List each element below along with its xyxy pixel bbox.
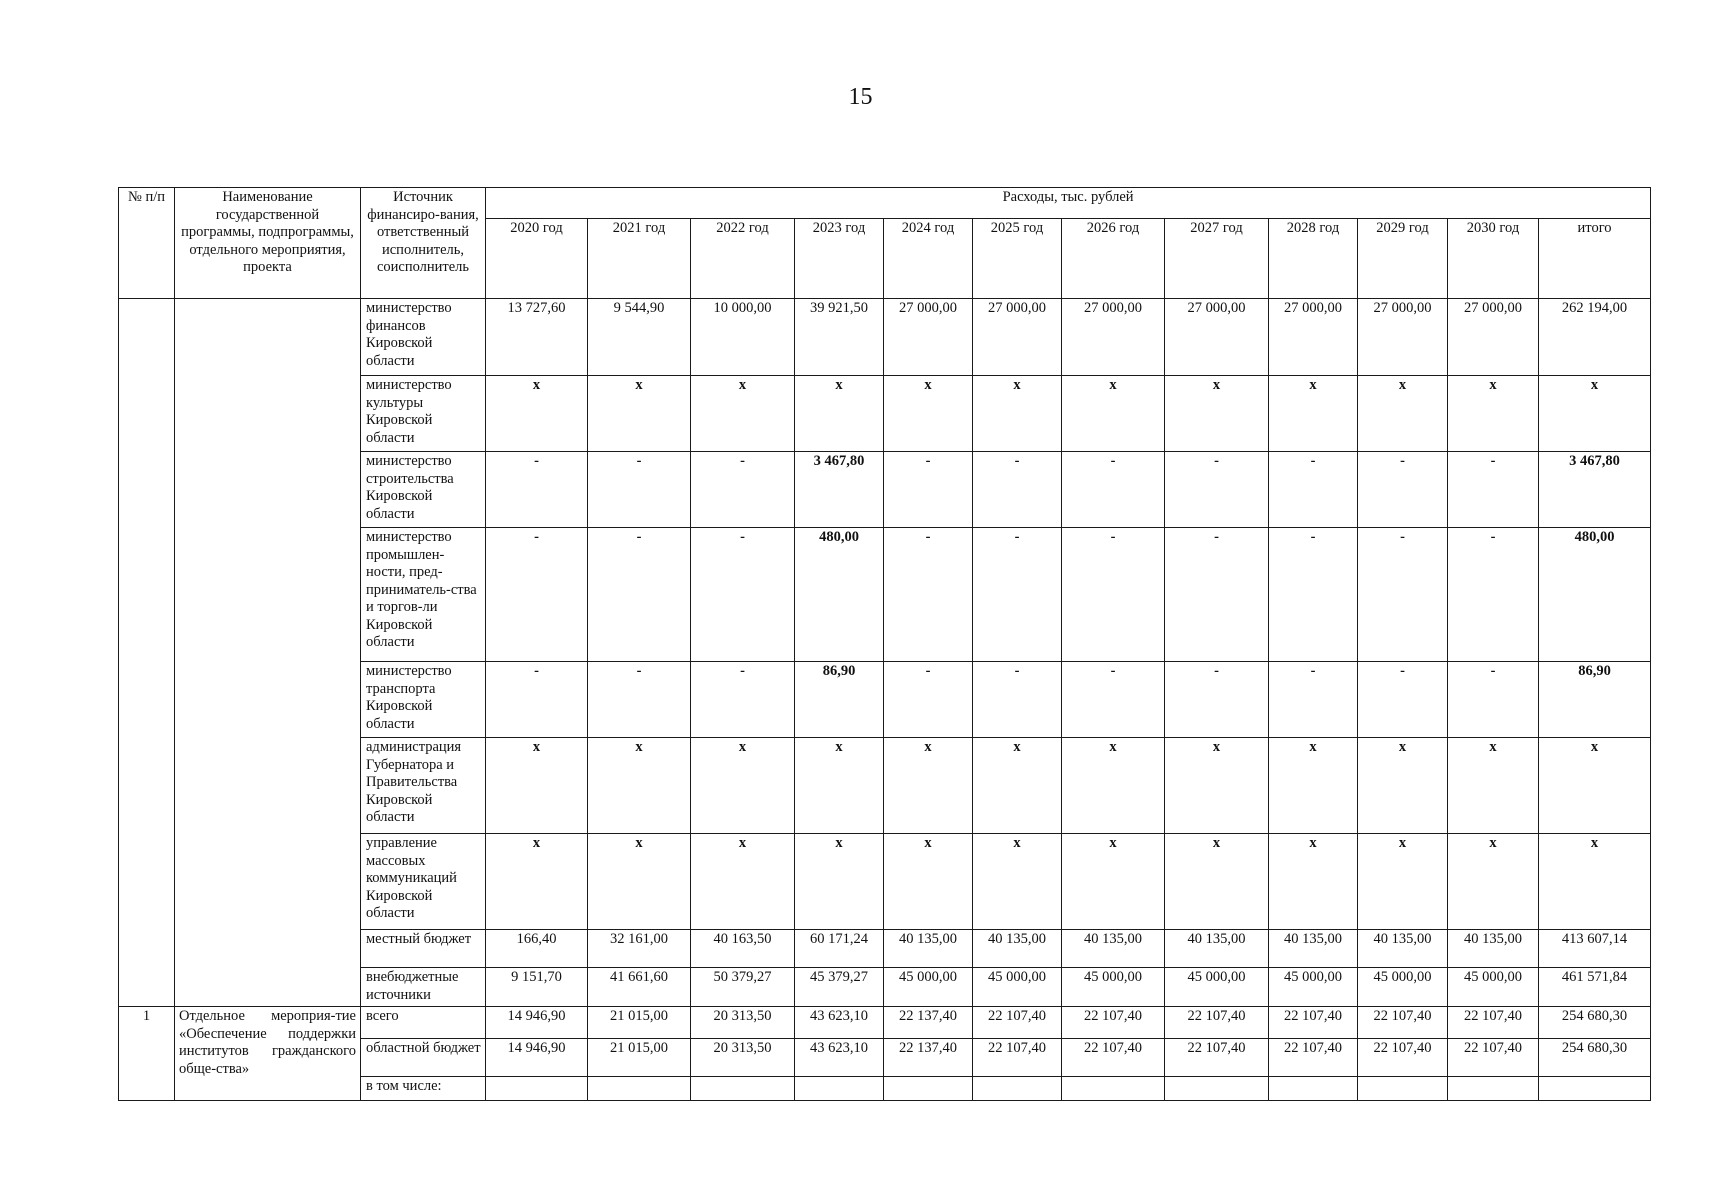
value-cell: 27 000,00 bbox=[1358, 299, 1448, 376]
value-cell: - bbox=[1269, 662, 1358, 738]
source-cell: министерство строительства Кировской области bbox=[361, 452, 486, 528]
value-cell: х bbox=[884, 834, 973, 930]
value-cell: 39 921,50 bbox=[795, 299, 884, 376]
value-cell: х bbox=[973, 738, 1062, 834]
value-cell: 22 107,40 bbox=[1269, 1039, 1358, 1077]
value-cell bbox=[1165, 1077, 1269, 1101]
source-cell: областной бюджет bbox=[361, 1039, 486, 1077]
value-cell: - bbox=[1062, 452, 1165, 528]
header-year: 2029 год bbox=[1358, 219, 1448, 299]
value-cell: 27 000,00 bbox=[1448, 299, 1539, 376]
value-cell: 43 623,10 bbox=[795, 1007, 884, 1039]
value-cell: х bbox=[486, 738, 588, 834]
source-cell: всего bbox=[361, 1007, 486, 1039]
value-cell: - bbox=[1269, 452, 1358, 528]
value-cell: х bbox=[973, 376, 1062, 452]
value-cell: х bbox=[1062, 834, 1165, 930]
value-cell bbox=[1539, 1077, 1651, 1101]
value-cell: х bbox=[1539, 834, 1651, 930]
value-cell: 43 623,10 bbox=[795, 1039, 884, 1077]
header-year: 2023 год bbox=[795, 219, 884, 299]
value-cell: 3 467,80 bbox=[1539, 452, 1651, 528]
header-year: 2021 год bbox=[588, 219, 691, 299]
value-cell: х bbox=[486, 376, 588, 452]
value-cell: х bbox=[1269, 834, 1358, 930]
header-year: 2024 год bbox=[884, 219, 973, 299]
value-cell: 22 107,40 bbox=[1358, 1039, 1448, 1077]
value-cell: х bbox=[1448, 834, 1539, 930]
header-row-1 bbox=[119, 188, 1651, 219]
header-no: № п/п bbox=[119, 188, 175, 299]
source-cell: управление массовых коммуникаций Кировской области bbox=[361, 834, 486, 930]
value-cell: 86,90 bbox=[1539, 662, 1651, 738]
value-cell: х bbox=[795, 738, 884, 834]
header-year: 2030 год bbox=[1448, 219, 1539, 299]
value-cell: х bbox=[973, 834, 1062, 930]
value-cell bbox=[1448, 1077, 1539, 1101]
value-cell: 50 379,27 bbox=[691, 968, 795, 1007]
value-cell: х bbox=[486, 834, 588, 930]
value-cell: 45 000,00 bbox=[1358, 968, 1448, 1007]
value-cell: х bbox=[1358, 376, 1448, 452]
value-cell: 22 137,40 bbox=[884, 1039, 973, 1077]
header-expenses: Расходы, тыс. рублей bbox=[486, 188, 1651, 219]
header-year: 2022 год bbox=[691, 219, 795, 299]
value-cell: 22 107,40 bbox=[1269, 1007, 1358, 1039]
value-cell bbox=[795, 1077, 884, 1101]
value-cell: 27 000,00 bbox=[973, 299, 1062, 376]
value-cell: х bbox=[588, 834, 691, 930]
value-cell: 20 313,50 bbox=[691, 1007, 795, 1039]
value-cell: 413 607,14 bbox=[1539, 930, 1651, 968]
table-row bbox=[119, 299, 1651, 376]
program-name-cell bbox=[175, 299, 361, 1007]
value-cell: 461 571,84 bbox=[1539, 968, 1651, 1007]
value-cell: - bbox=[691, 528, 795, 662]
budget-table bbox=[118, 187, 1651, 1101]
value-cell: 9 151,70 bbox=[486, 968, 588, 1007]
value-cell: - bbox=[691, 662, 795, 738]
value-cell: 22 107,40 bbox=[1448, 1039, 1539, 1077]
header-year: 2025 год bbox=[973, 219, 1062, 299]
value-cell: х bbox=[1062, 376, 1165, 452]
measure-number: 1 bbox=[119, 1007, 175, 1101]
value-cell: 9 544,90 bbox=[588, 299, 691, 376]
value-cell: 40 135,00 bbox=[884, 930, 973, 968]
value-cell: - bbox=[486, 452, 588, 528]
value-cell bbox=[973, 1077, 1062, 1101]
value-cell: - bbox=[1062, 662, 1165, 738]
value-cell: - bbox=[486, 662, 588, 738]
value-cell: - bbox=[486, 528, 588, 662]
value-cell: 22 107,40 bbox=[1358, 1007, 1448, 1039]
value-cell: х bbox=[691, 834, 795, 930]
value-cell bbox=[1062, 1077, 1165, 1101]
value-cell: 21 015,00 bbox=[588, 1007, 691, 1039]
value-cell: х bbox=[1539, 376, 1651, 452]
source-cell: администрация Губернатора и Правительства Кировской области bbox=[361, 738, 486, 834]
value-cell: - bbox=[1062, 528, 1165, 662]
value-cell: - bbox=[1358, 452, 1448, 528]
value-cell: х bbox=[1448, 376, 1539, 452]
value-cell: 27 000,00 bbox=[884, 299, 973, 376]
header-year: 2026 год bbox=[1062, 219, 1165, 299]
value-cell: х bbox=[1165, 376, 1269, 452]
value-cell: - bbox=[588, 452, 691, 528]
value-cell: 21 015,00 bbox=[588, 1039, 691, 1077]
value-cell: 27 000,00 bbox=[1165, 299, 1269, 376]
value-cell: - bbox=[973, 452, 1062, 528]
source-cell: министерство транспорта Кировской области bbox=[361, 662, 486, 738]
value-cell: - bbox=[1448, 528, 1539, 662]
value-cell: - bbox=[1448, 452, 1539, 528]
value-cell bbox=[884, 1077, 973, 1101]
value-cell: 262 194,00 bbox=[1539, 299, 1651, 376]
value-cell: х bbox=[691, 738, 795, 834]
value-cell: - bbox=[588, 662, 691, 738]
header-year: 2027 год bbox=[1165, 219, 1269, 299]
value-cell: 22 107,40 bbox=[1165, 1039, 1269, 1077]
value-cell: 14 946,90 bbox=[486, 1007, 588, 1039]
source-cell: в том числе: bbox=[361, 1077, 486, 1101]
source-cell: местный бюджет bbox=[361, 930, 486, 968]
value-cell: 20 313,50 bbox=[691, 1039, 795, 1077]
source-cell: министерство промышлен-ности, пред-приниматель-ства и торгов-ли Кировской области bbox=[361, 528, 486, 662]
value-cell: - bbox=[1269, 528, 1358, 662]
value-cell: 10 000,00 bbox=[691, 299, 795, 376]
value-cell: - bbox=[884, 662, 973, 738]
value-cell: - bbox=[973, 528, 1062, 662]
value-cell: х bbox=[1448, 738, 1539, 834]
value-cell: 27 000,00 bbox=[1269, 299, 1358, 376]
value-cell: 27 000,00 bbox=[1062, 299, 1165, 376]
value-cell: х bbox=[1539, 738, 1651, 834]
value-cell: 32 161,00 bbox=[588, 930, 691, 968]
value-cell: 45 379,27 bbox=[795, 968, 884, 1007]
value-cell bbox=[486, 1077, 588, 1101]
value-cell: 22 107,40 bbox=[973, 1007, 1062, 1039]
measure-name: Отдельное мероприя-тие «Обеспечение поддержки институтов гражданского обще-ства» bbox=[175, 1007, 361, 1101]
value-cell: 40 135,00 bbox=[1448, 930, 1539, 968]
value-cell: - bbox=[1358, 662, 1448, 738]
header-name: Наименование государственной программы, подпрограммы, отдельного мероприятия, проекта bbox=[175, 188, 361, 299]
value-cell: 40 163,50 bbox=[691, 930, 795, 968]
value-cell: 45 000,00 bbox=[1165, 968, 1269, 1007]
value-cell: 40 135,00 bbox=[1269, 930, 1358, 968]
value-cell: х bbox=[1269, 738, 1358, 834]
header-year: итого bbox=[1539, 219, 1651, 299]
source-cell: внебюджетные источники bbox=[361, 968, 486, 1007]
value-cell: 22 107,40 bbox=[973, 1039, 1062, 1077]
value-cell: х bbox=[1358, 738, 1448, 834]
value-cell: 166,40 bbox=[486, 930, 588, 968]
value-cell: 480,00 bbox=[1539, 528, 1651, 662]
value-cell: 3 467,80 bbox=[795, 452, 884, 528]
value-cell: 45 000,00 bbox=[884, 968, 973, 1007]
value-cell bbox=[588, 1077, 691, 1101]
value-cell: - bbox=[1165, 452, 1269, 528]
value-cell: х bbox=[1062, 738, 1165, 834]
value-cell: - bbox=[1165, 528, 1269, 662]
value-cell: х bbox=[1165, 738, 1269, 834]
value-cell: - bbox=[973, 662, 1062, 738]
value-cell: 40 135,00 bbox=[1062, 930, 1165, 968]
value-cell: 45 000,00 bbox=[1062, 968, 1165, 1007]
value-cell: 254 680,30 bbox=[1539, 1007, 1651, 1039]
value-cell: 86,90 bbox=[795, 662, 884, 738]
value-cell: х bbox=[1358, 834, 1448, 930]
value-cell: 22 107,40 bbox=[1062, 1039, 1165, 1077]
value-cell: 60 171,24 bbox=[795, 930, 884, 968]
value-cell: 480,00 bbox=[795, 528, 884, 662]
value-cell: - bbox=[691, 452, 795, 528]
value-cell: 45 000,00 bbox=[1269, 968, 1358, 1007]
value-cell: х bbox=[795, 376, 884, 452]
value-cell: 22 107,40 bbox=[1448, 1007, 1539, 1039]
value-cell: 40 135,00 bbox=[1358, 930, 1448, 968]
value-cell: 41 661,60 bbox=[588, 968, 691, 1007]
page-number: 15 bbox=[848, 84, 873, 110]
value-cell: х bbox=[588, 738, 691, 834]
value-cell bbox=[1269, 1077, 1358, 1101]
value-cell bbox=[691, 1077, 795, 1101]
value-cell: 45 000,00 bbox=[973, 968, 1062, 1007]
value-cell: - bbox=[588, 528, 691, 662]
value-cell: - bbox=[884, 528, 973, 662]
value-cell: х bbox=[884, 376, 973, 452]
measure-row bbox=[119, 1007, 1651, 1039]
value-cell: х bbox=[1165, 834, 1269, 930]
value-cell: 22 137,40 bbox=[884, 1007, 973, 1039]
value-cell: - bbox=[1358, 528, 1448, 662]
value-cell: 40 135,00 bbox=[1165, 930, 1269, 968]
header-year: 2028 год bbox=[1269, 219, 1358, 299]
table-body bbox=[119, 299, 1651, 1101]
header-source: Источник финансиро-вания, ответственный исполнитель, соисполнитель bbox=[361, 188, 486, 299]
value-cell: х bbox=[795, 834, 884, 930]
value-cell: - bbox=[1165, 662, 1269, 738]
value-cell: 22 107,40 bbox=[1062, 1007, 1165, 1039]
header-year: 2020 год bbox=[486, 219, 588, 299]
row-number-cell bbox=[119, 299, 175, 1007]
value-cell: - bbox=[884, 452, 973, 528]
value-cell: 254 680,30 bbox=[1539, 1039, 1651, 1077]
value-cell bbox=[1358, 1077, 1448, 1101]
value-cell: х bbox=[1269, 376, 1358, 452]
value-cell: х bbox=[884, 738, 973, 834]
value-cell: х bbox=[691, 376, 795, 452]
value-cell: х bbox=[588, 376, 691, 452]
source-cell: министерство финансов Кировской области bbox=[361, 299, 486, 376]
value-cell: 45 000,00 bbox=[1448, 968, 1539, 1007]
value-cell: - bbox=[1448, 662, 1539, 738]
value-cell: 14 946,90 bbox=[486, 1039, 588, 1077]
source-cell: министерство культуры Кировской области bbox=[361, 376, 486, 452]
value-cell: 13 727,60 bbox=[486, 299, 588, 376]
value-cell: 40 135,00 bbox=[973, 930, 1062, 968]
value-cell: 22 107,40 bbox=[1165, 1007, 1269, 1039]
